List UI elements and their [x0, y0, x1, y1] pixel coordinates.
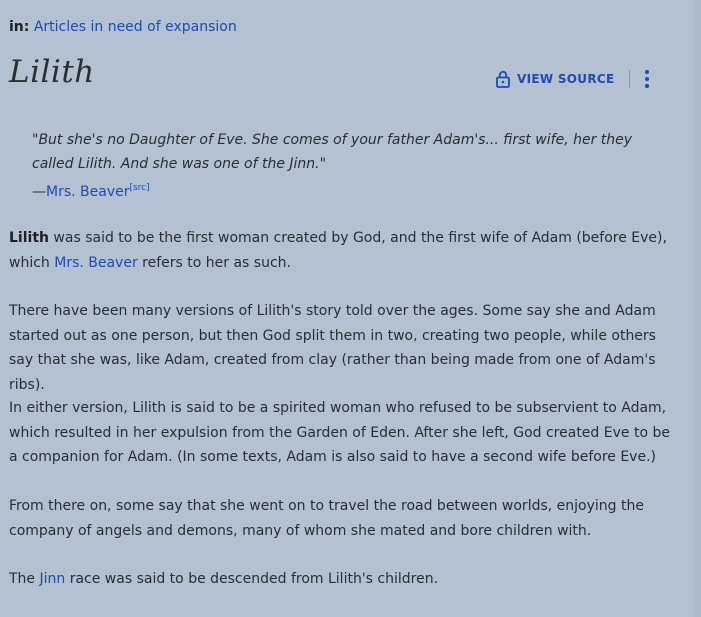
intro-bold-name: Lilith	[9, 230, 49, 246]
quote-dash: —	[32, 184, 46, 200]
jinn-text-b: race was said to be descended from Lilith's children.	[65, 571, 439, 587]
intro-text-a: was said to be the first woman created by God, and the first wife of Adam (before Eve), which	[9, 230, 667, 271]
page-right-edge	[693, 0, 701, 617]
jinn-text-a: The	[9, 571, 40, 587]
jinn-link[interactable]: Jinn	[39, 571, 66, 587]
paragraph-travels: From there on, some say that she went on to travel the road between worlds, enjoying the company of angels and demons, many of whom she mated and bore children with.	[9, 498, 644, 539]
intro-text-b: refers to her as such.	[137, 254, 291, 271]
view-source-label: VIEW SOURCE	[517, 72, 615, 86]
quote-attribution	[32, 178, 150, 202]
page-title: Lilith	[9, 54, 95, 90]
category-label: in:	[9, 19, 30, 35]
paragraph-jinn	[9, 567, 674, 592]
quote-text: "But she's no Daughter of Eve. She comes of your father Adam's... first wife, her they called Lilith. And she was one of the Jinn."	[32, 132, 633, 172]
lock-icon	[495, 70, 511, 88]
category-link[interactable]: Articles in need of expansion	[33, 19, 237, 35]
mrs-beaver-link[interactable]: Mrs. Beaver	[54, 254, 138, 271]
more-options-icon[interactable]	[644, 70, 650, 88]
page-actions	[495, 68, 650, 90]
view-source-button[interactable]	[495, 70, 615, 88]
category-line	[9, 18, 237, 36]
paragraph-expulsion: In either version, Lilith is said to be a spirited woman who refused to be subservient to Adam, which resulted in her expulsion from the Garden of Eden. After she left, God created Eve to be a companion for Adam. (In some texts, Adam is also said to have a second wife before Eve.)	[9, 400, 670, 465]
actions-divider	[629, 70, 630, 88]
quote-author-link[interactable]: Mrs. Beaver	[46, 184, 130, 200]
paragraph-versions: There have been many versions of Lilith's story told over the ages. Some say she and Adam started out as one person, but then God split them in two, creating two people, while others say that she was, like Adam, created from clay (rather than being made from one of Adam's ribs).	[9, 303, 656, 393]
paragraph-intro	[9, 226, 674, 275]
quote-src-link[interactable]: [src]	[129, 183, 150, 193]
